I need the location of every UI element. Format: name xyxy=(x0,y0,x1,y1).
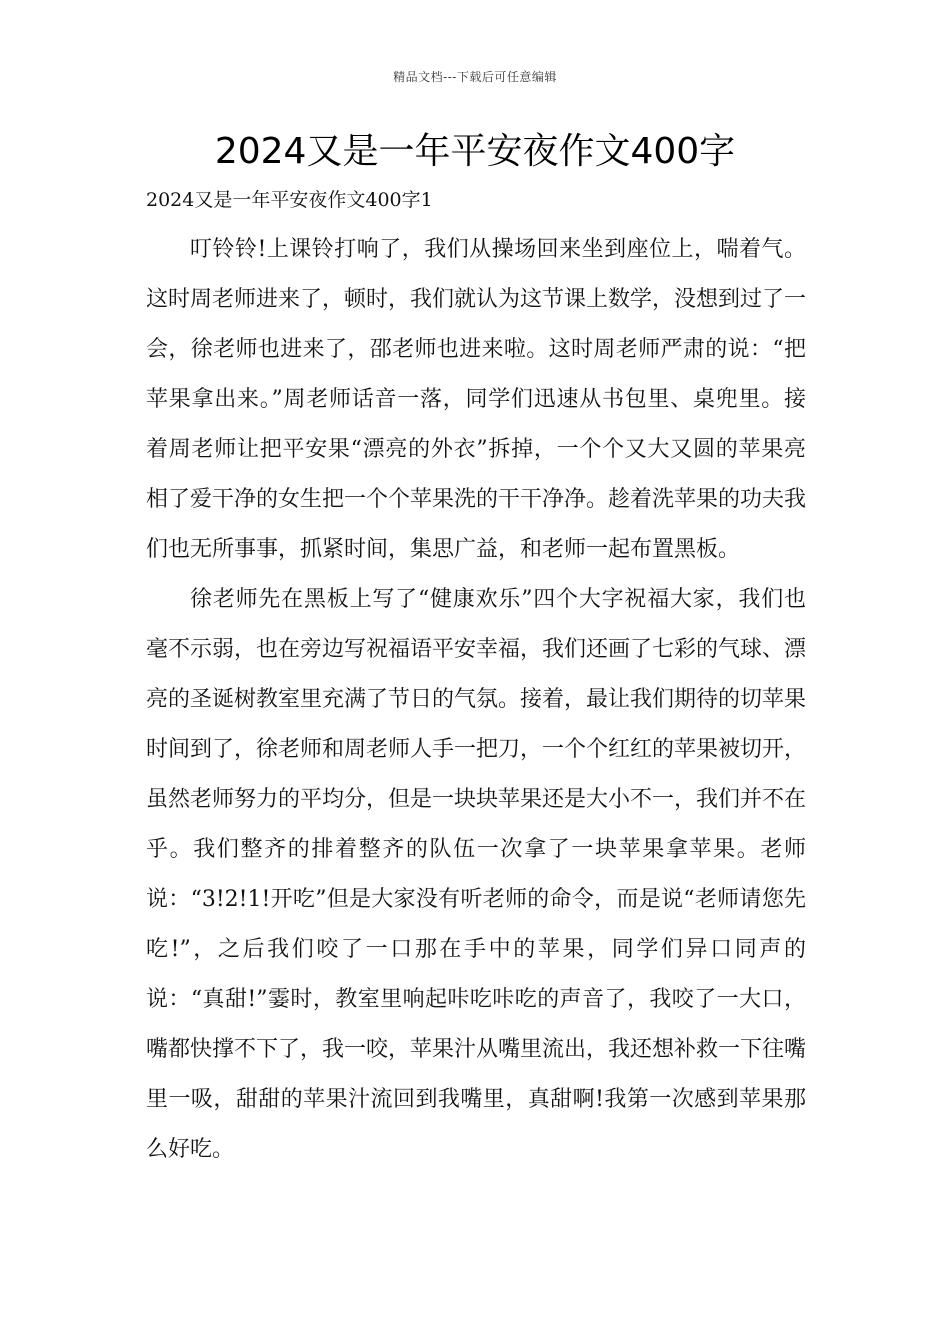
document-subtitle: 2024又是一年平安夜作文400字1 xyxy=(146,189,433,211)
paragraph: 徐老师先在黑板上写了“健康欢乐”四个大字祝福大家，我们也毫不示弱，也在旁边写祝福语平安幸福，我们还画了七彩的气球、漂亮的圣诞树教室里充满了节日的气氛。接着，最让我们期待的切苹果时间到了，徐老师和周老师人手一把刀，一个个红红的苹果被切开，虽然老师努力的平均分，但是一块块苹果还是大小不一，我们并不在乎。我们整齐的排着整齐的队伍一次拿了一块苹果拿苹果。老师说：“3!2!1!开吃”但是大家没有听老师的命令，而是说“老师请您先吃!”，之后我们咬了一口那在手中的苹果，同学们异口同声的说：“真甜!”霎时，教室里响起咔吃咔吃的声音了，我咬了一大口，嘴都快撑不下了，我一咬，苹果汁从嘴里流出，我还想补救一下往嘴里一吸，甜甜的苹果汁流回到我嘴里，真甜啊!我第一次感到苹果那么好吃。 xyxy=(146,587,807,1162)
paragraph: 叮铃铃!上课铃打响了，我们从操场回来坐到座位上，喘着气。这时周老师进来了，顿时，我们就认为这节课上数学，没想到过了一会，徐老师也进来了，邵老师也进来啦。这时周老师严肃的说：“把苹果拿出来。”周老师话音一落，同学们迅速从书包里、桌兜里。接着周老师让把平安果“漂亮的外衣”拆掉，一个个又大又圆的苹果亮相了爱干净的女生把一个个苹果洗的干干净净。趁着洗苹果的功夫我们也无所事事，抓紧时间，集思广益，和老师一起布置黑板。 xyxy=(146,237,807,562)
essay-body xyxy=(146,225,806,1175)
header-note: 精品文档---下载后可任意编辑 xyxy=(393,70,557,84)
document-title: 2024又是一年平安夜作文400字 xyxy=(214,131,736,172)
